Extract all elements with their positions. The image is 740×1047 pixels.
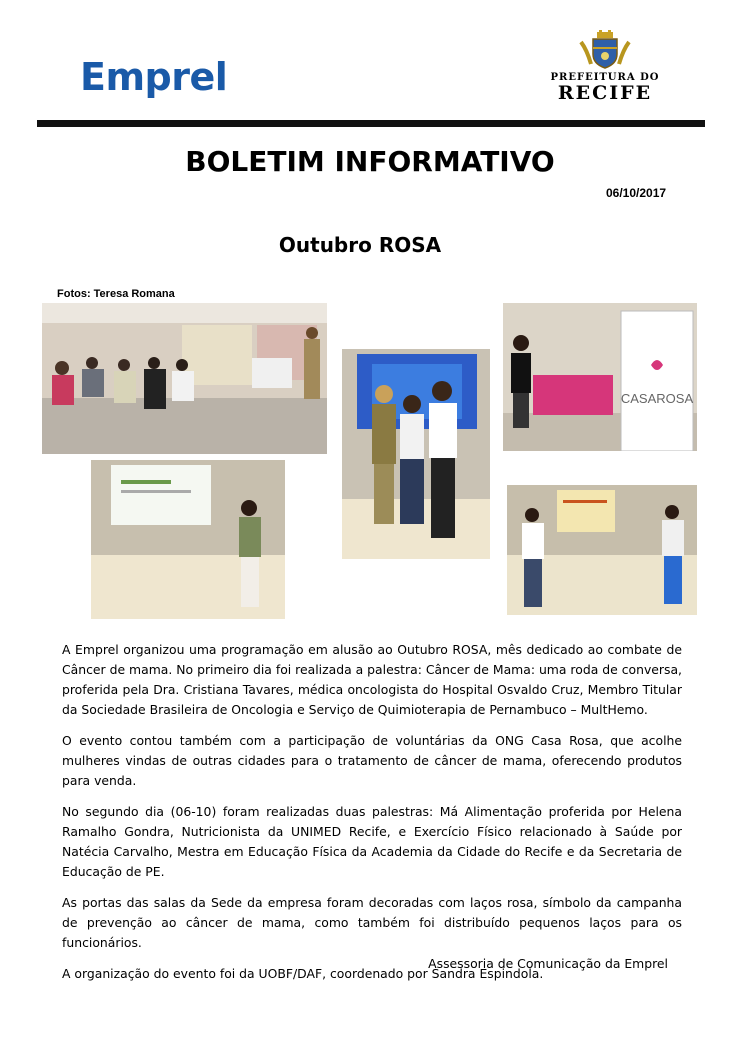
paragraph-2: O evento contou também com a participação de voluntárias da ONG Casa Rosa, que acolhe mulheres vindas de outras cidades para o tratamento de câncer de mama, oferecendo produtos para venda.: [62, 733, 682, 788]
page-subtitle: Outubro ROSA: [278, 233, 442, 257]
casa-rosa-banner-text: CASAROSA: [620, 391, 694, 406]
photo-credit: Fotos: Teresa Romana: [57, 288, 175, 300]
paragraph-4: As portas das salas da Sede da empresa foram decoradas com laços rosa, símbolo da campanha de prevenção ao câncer de mama, como também foi distribuído pequenos laços para os funcionários.: [62, 895, 682, 950]
header-divider: [37, 120, 705, 127]
paragraph-3: No segundo dia (06-10) foram realizadas duas palestras: Má Alimentação proferida por Helena Ramalho Gondra, Nutricionista da UNIMED Recife, e Exercício Físico relacionado à Saúde por Natécia Carvalho, Mestra em Educação Física da Academia da Cidade do Recife e da Secretaria de Educação de PE.: [62, 804, 682, 879]
photo-three-people: [342, 349, 490, 559]
article-body: [62, 640, 682, 995]
photo-casa-rosa: [503, 303, 697, 451]
photo-audience: [42, 303, 327, 454]
bulletin-date: 06/10/2017: [606, 186, 667, 200]
signature: Assessoria de Comunicação da Emprel: [428, 956, 668, 971]
recife-label: RECIFE: [557, 82, 653, 104]
prefeitura-recife-logo: [545, 30, 665, 103]
photo-two-speakers: [507, 485, 697, 615]
page-title: BOLETIM INFORMATIVO: [185, 145, 555, 178]
prefeitura-label: PREFEITURA DO: [550, 72, 660, 83]
photo-speaker-presentation: [91, 460, 285, 619]
paragraph-5: A organização do evento foi da UOBF/DAF, coordenado por Sandra Espindola.: [62, 966, 544, 981]
paragraph-1: A Emprel organizou uma programação em alusão ao Outubro ROSA, mês dedicado ao combate de Câncer de mama. No primeiro dia foi realizada a palestra: Câncer de Mama: uma roda de conversa, proferida pela Dra. Cristiana Tavares, médica oncologista do Hospital Osvaldo Cruz, Membro Titular da Sociedade Brasileira de Oncologia e Serviço de Quimioterapia de Pernambuco – MultHemo.: [62, 642, 682, 717]
emprel-logo: Emprel: [80, 55, 228, 99]
coat-of-arms-icon: [577, 30, 633, 70]
